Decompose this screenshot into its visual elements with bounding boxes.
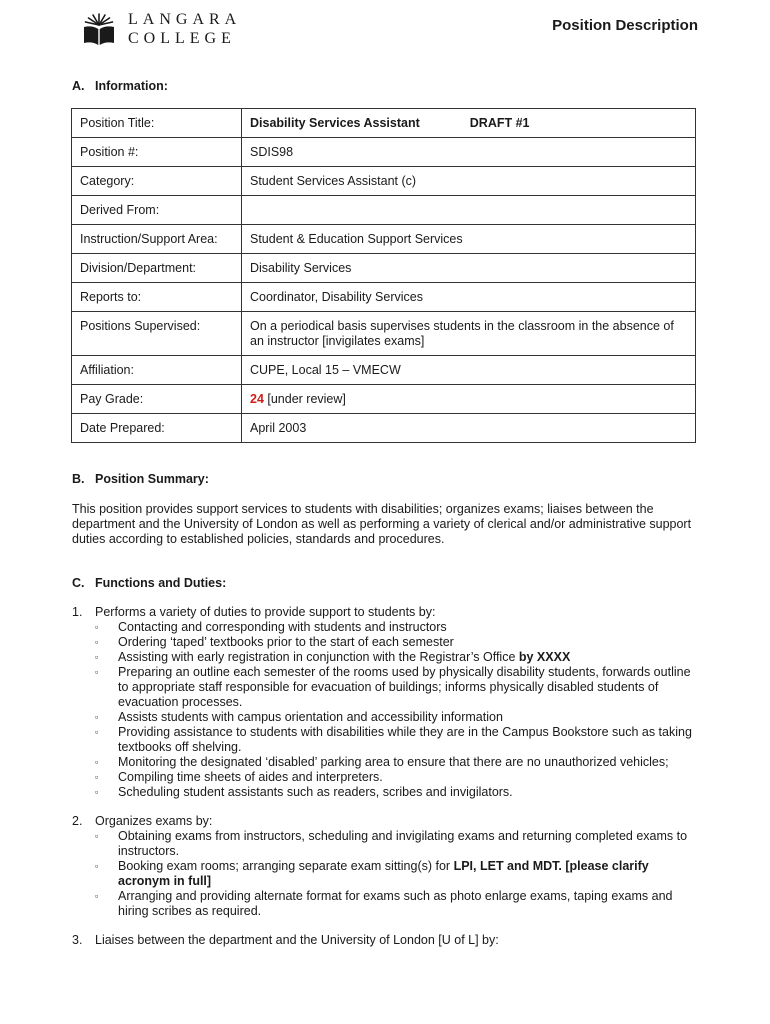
label-pay-grade: Pay Grade: <box>72 385 242 414</box>
row-position-num <box>72 138 696 167</box>
section-b-number: B. <box>72 472 85 486</box>
row-derived-from <box>72 196 696 225</box>
list-item <box>95 650 702 665</box>
langara-logo <box>82 10 241 48</box>
bullet-icon: ▫ <box>95 727 99 737</box>
label-division: Division/Department: <box>72 254 242 283</box>
list-item <box>95 770 702 785</box>
list-item <box>95 710 702 725</box>
list-item <box>95 620 702 635</box>
duty-2-text: Organizes exams by: <box>95 814 213 828</box>
row-pay-grade <box>72 385 696 414</box>
duty-1 <box>72 605 702 800</box>
bullet-text: Preparing an outline each semester of the rooms used by physically disability students, forwards outline to appropriate staff responsible for evacuation of buildings; informs physically disabled students of evacuation processes. <box>118 665 691 709</box>
duty-1-number: 1. <box>72 605 83 619</box>
label-reports-to: Reports to: <box>72 283 242 312</box>
bullet-icon: ▫ <box>95 787 99 797</box>
information-table <box>71 108 696 443</box>
section-c-heading <box>72 576 226 590</box>
bullet-text: Monitoring the designated ‘disabled’ parking area to ensure that there are no unauthorized vehicles; <box>118 755 669 769</box>
duty-3-text: Liaises between the department and the University of London [U of L] by: <box>95 933 499 947</box>
document-title: Position Description <box>552 17 698 34</box>
bullet-icon: ▫ <box>95 831 99 841</box>
label-affiliation: Affiliation: <box>72 356 242 385</box>
list-item <box>95 725 702 755</box>
value-division: Disability Services <box>242 254 696 283</box>
pay-grade-number: 24 <box>250 392 264 406</box>
duty-2-number: 2. <box>72 814 83 828</box>
section-b-heading <box>72 472 209 486</box>
value-positions-supervised: On a periodical basis supervises students in the classroom in the absence of an instructor [invigilates exams] <box>242 312 696 356</box>
bullet-text: Compiling time sheets of aides and interpreters. <box>118 770 383 784</box>
bullet-text: Scheduling student assistants such as readers, scribes and invigilators. <box>118 785 513 799</box>
pay-grade-note: [under review] <box>263 392 346 406</box>
value-pay-grade <box>242 385 696 414</box>
bullet-icon: ▫ <box>95 757 99 767</box>
section-b-title: Position Summary: <box>95 472 209 486</box>
row-position-title <box>72 109 696 138</box>
value-date-prepared: April 2003 <box>242 414 696 443</box>
row-division <box>72 254 696 283</box>
bullet-icon: ▫ <box>95 622 99 632</box>
bullet-icon: ▫ <box>95 637 99 647</box>
bullet-icon: ▫ <box>95 772 99 782</box>
bullet-icon: ▫ <box>95 667 99 677</box>
duty-2 <box>72 814 702 919</box>
bullet-text-bold: LPI, LET and MDT. [please clarify acronym in full] <box>118 859 649 888</box>
bullet-text-plain: Booking exam rooms; arranging separate exam sitting(s) for <box>118 859 454 873</box>
bullet-icon: ▫ <box>95 712 99 722</box>
open-book-sunburst-icon <box>82 12 116 46</box>
duty-3-number: 3. <box>72 933 83 947</box>
list-item <box>95 859 702 889</box>
bullet-text: Assists students with campus orientation and accessibility information <box>118 710 503 724</box>
label-position-num: Position #: <box>72 138 242 167</box>
bullet-text: Arranging and providing alternate format for exams such as photo enlarge exams, taping exams and hiring scribes as required. <box>118 889 673 918</box>
logo-line-2: COLLEGE <box>128 29 236 47</box>
value-affiliation: CUPE, Local 15 – VMECW <box>242 356 696 385</box>
bullet-text: Providing assistance to students with disabilities while they are in the Campus Bookstore such as taking textbooks off shelving. <box>118 725 692 754</box>
logo-line-1: LANGARA <box>128 10 242 28</box>
row-affiliation <box>72 356 696 385</box>
list-item <box>95 755 702 770</box>
bullet-text-bold: by XXXX <box>518 650 571 664</box>
row-category <box>72 167 696 196</box>
value-position-num: SDIS98 <box>242 138 696 167</box>
duty-1-text: Performs a variety of duties to provide support to students by: <box>95 605 436 619</box>
bullet-icon: ▫ <box>95 891 99 901</box>
bullet-text: Ordering ‘taped’ textbooks prior to the start of each semester <box>118 635 454 649</box>
section-c-number: C. <box>72 576 85 590</box>
position-summary: This position provides support services to students with disabilities; organizes exams; liaises between the department and the University of London as well as performing a variety of clerical and/or administrative support duties according to established policies, standards and procedures. <box>72 502 692 546</box>
label-support-area: Instruction/Support Area: <box>72 225 242 254</box>
list-item <box>95 829 702 859</box>
bullet-text: Contacting and corresponding with students and instructors <box>118 620 447 634</box>
bullet-icon: ▫ <box>95 652 99 662</box>
bullet-text <box>118 859 702 889</box>
label-positions-supervised: Positions Supervised: <box>72 312 242 356</box>
label-position-title: Position Title: <box>72 109 242 138</box>
position-title-text: Disability Services Assistant <box>250 116 420 130</box>
list-item <box>95 785 702 800</box>
label-category: Category: <box>72 167 242 196</box>
label-derived-from: Derived From: <box>72 196 242 225</box>
list-item <box>95 665 702 710</box>
duty-2-bullets <box>95 829 702 919</box>
section-a-number: A. <box>72 79 85 93</box>
row-date-prepared <box>72 414 696 443</box>
row-positions-supervised <box>72 312 696 356</box>
bullet-text-plain: Assisting with early registration in conjunction with the Registrar’s Office <box>118 650 519 664</box>
row-reports-to <box>72 283 696 312</box>
value-reports-to: Coordinator, Disability Services <box>242 283 696 312</box>
list-item <box>95 889 702 919</box>
bullet-text <box>118 650 702 665</box>
list-item <box>95 635 702 650</box>
bullet-text: Obtaining exams from instructors, scheduling and invigilating exams and returning completed exams to instructors. <box>118 829 688 858</box>
section-c-title: Functions and Duties: <box>95 576 227 590</box>
value-position-title <box>242 109 696 138</box>
value-category: Student Services Assistant (c) <box>242 167 696 196</box>
label-date-prepared: Date Prepared: <box>72 414 242 443</box>
section-a-heading <box>72 79 168 93</box>
value-derived-from <box>242 196 696 225</box>
section-a-title: Information: <box>95 79 168 93</box>
duty-3 <box>72 933 702 948</box>
draft-label: DRAFT #1 <box>469 116 530 130</box>
value-support-area: Student & Education Support Services <box>242 225 696 254</box>
row-support-area <box>72 225 696 254</box>
bullet-icon: ▫ <box>95 861 99 871</box>
duty-1-bullets <box>95 620 702 800</box>
